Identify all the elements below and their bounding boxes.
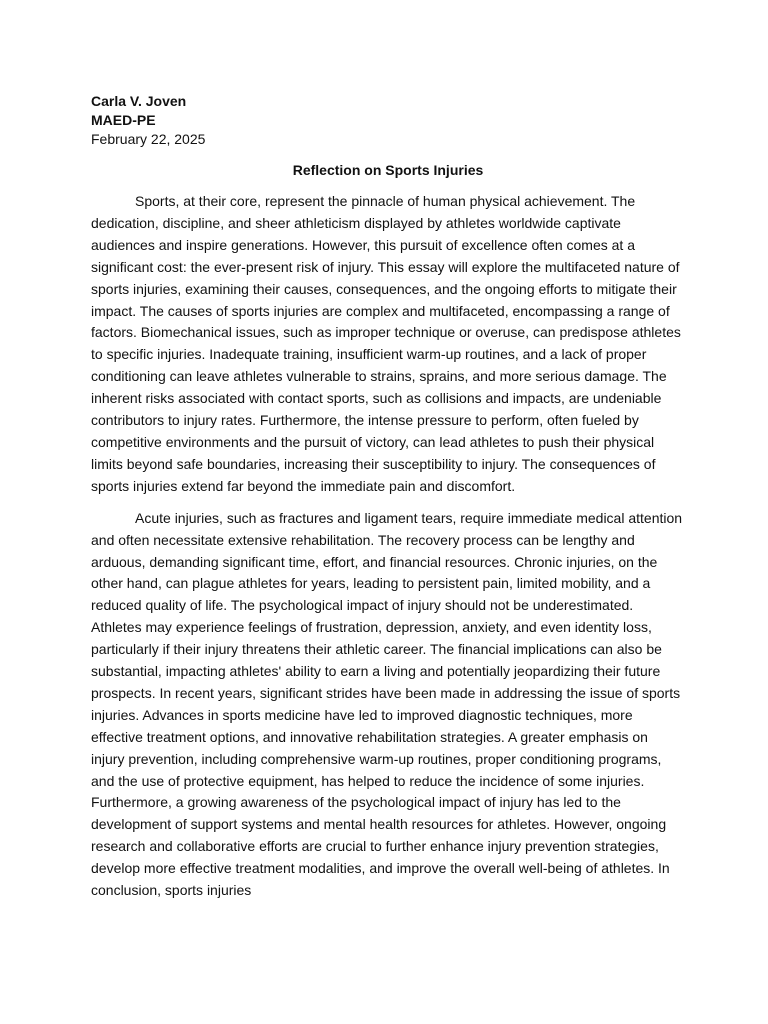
body-paragraph-2: Acute injuries, such as fractures and ligament tears, require immediate medical attention and often necessitate extensive rehabilitation. The recovery process can be lengthy and arduous, demanding significant time, effort, and financial resources. Chronic injuries, on the other hand, can plague athletes for years, leading to persistent pain, limited mobility, and a reduced quality of life. The psychological impact of injury should not be underestimated. Athletes may experience feelings of frustration, depression, anxiety, and even identity loss, particularly if their injury threatens their athletic career. The financial implications can also be substantial, impacting athletes' ability to earn a living and potentially jeopardizing their future prospects. In recent years, significant strides have been made in addressing the issue of sports injuries. Advances in sports medicine have led to improved diagnostic techniques, more effective treatment options, and innovative rehabilitation strategies. A greater emphasis on injury prevention, including comprehensive warm-up routines, proper conditioning programs, and the use of protective equipment, has helped to reduce the incidence of some injuries. Furthermore, a growing awareness of the psychological impact of injury has led to the development of support systems and mental health resources for athletes. However, ongoing research and collaborative efforts are crucial to further enhance injury prevention strategies, develop more effective treatment modalities, and improve the overall well-being of athletes. In conclusion, sports injuries xyxy=(91,509,683,899)
body-paragraph-1: Sports, at their core, represent the pinnacle of human physical achievement. The dedication, discipline, and sheer athleticism displayed by athletes worldwide captivate audiences and inspire generations. However, this pursuit of excellence often comes at a significant cost: the ever-present risk of injury. This essay will explore the multifaceted nature of sports injuries, examining their causes, consequences, and the ongoing efforts to mitigate their impact. The causes of sports injuries are complex and multifaceted, encompassing a range of factors. Biomechanical issues, such as improper technique or overuse, can predispose athletes to specific injuries. Inadequate training, insufficient warm-up routines, and a lack of proper conditioning can leave athletes vulnerable to strains, sprains, and more serious damage. The inherent risks associated with contact sports, such as collisions and impacts, are undeniable contributors to injury rates. Furthermore, the intense pressure to perform, often fueled by competitive environments and the pursuit of victory, can lead athletes to push their physical limits beyond safe boundaries, increasing their susceptibility to injury. The consequences of sports injuries extend far beyond the immediate pain and discomfort. xyxy=(91,193,681,494)
document-title: Reflection on Sports Injuries xyxy=(292,162,484,178)
document-date: February 22, 2025 xyxy=(91,131,206,147)
author-name: Carla V. Joven xyxy=(91,93,187,109)
document-content xyxy=(91,92,685,902)
program-name: MAED-PE xyxy=(91,112,156,128)
